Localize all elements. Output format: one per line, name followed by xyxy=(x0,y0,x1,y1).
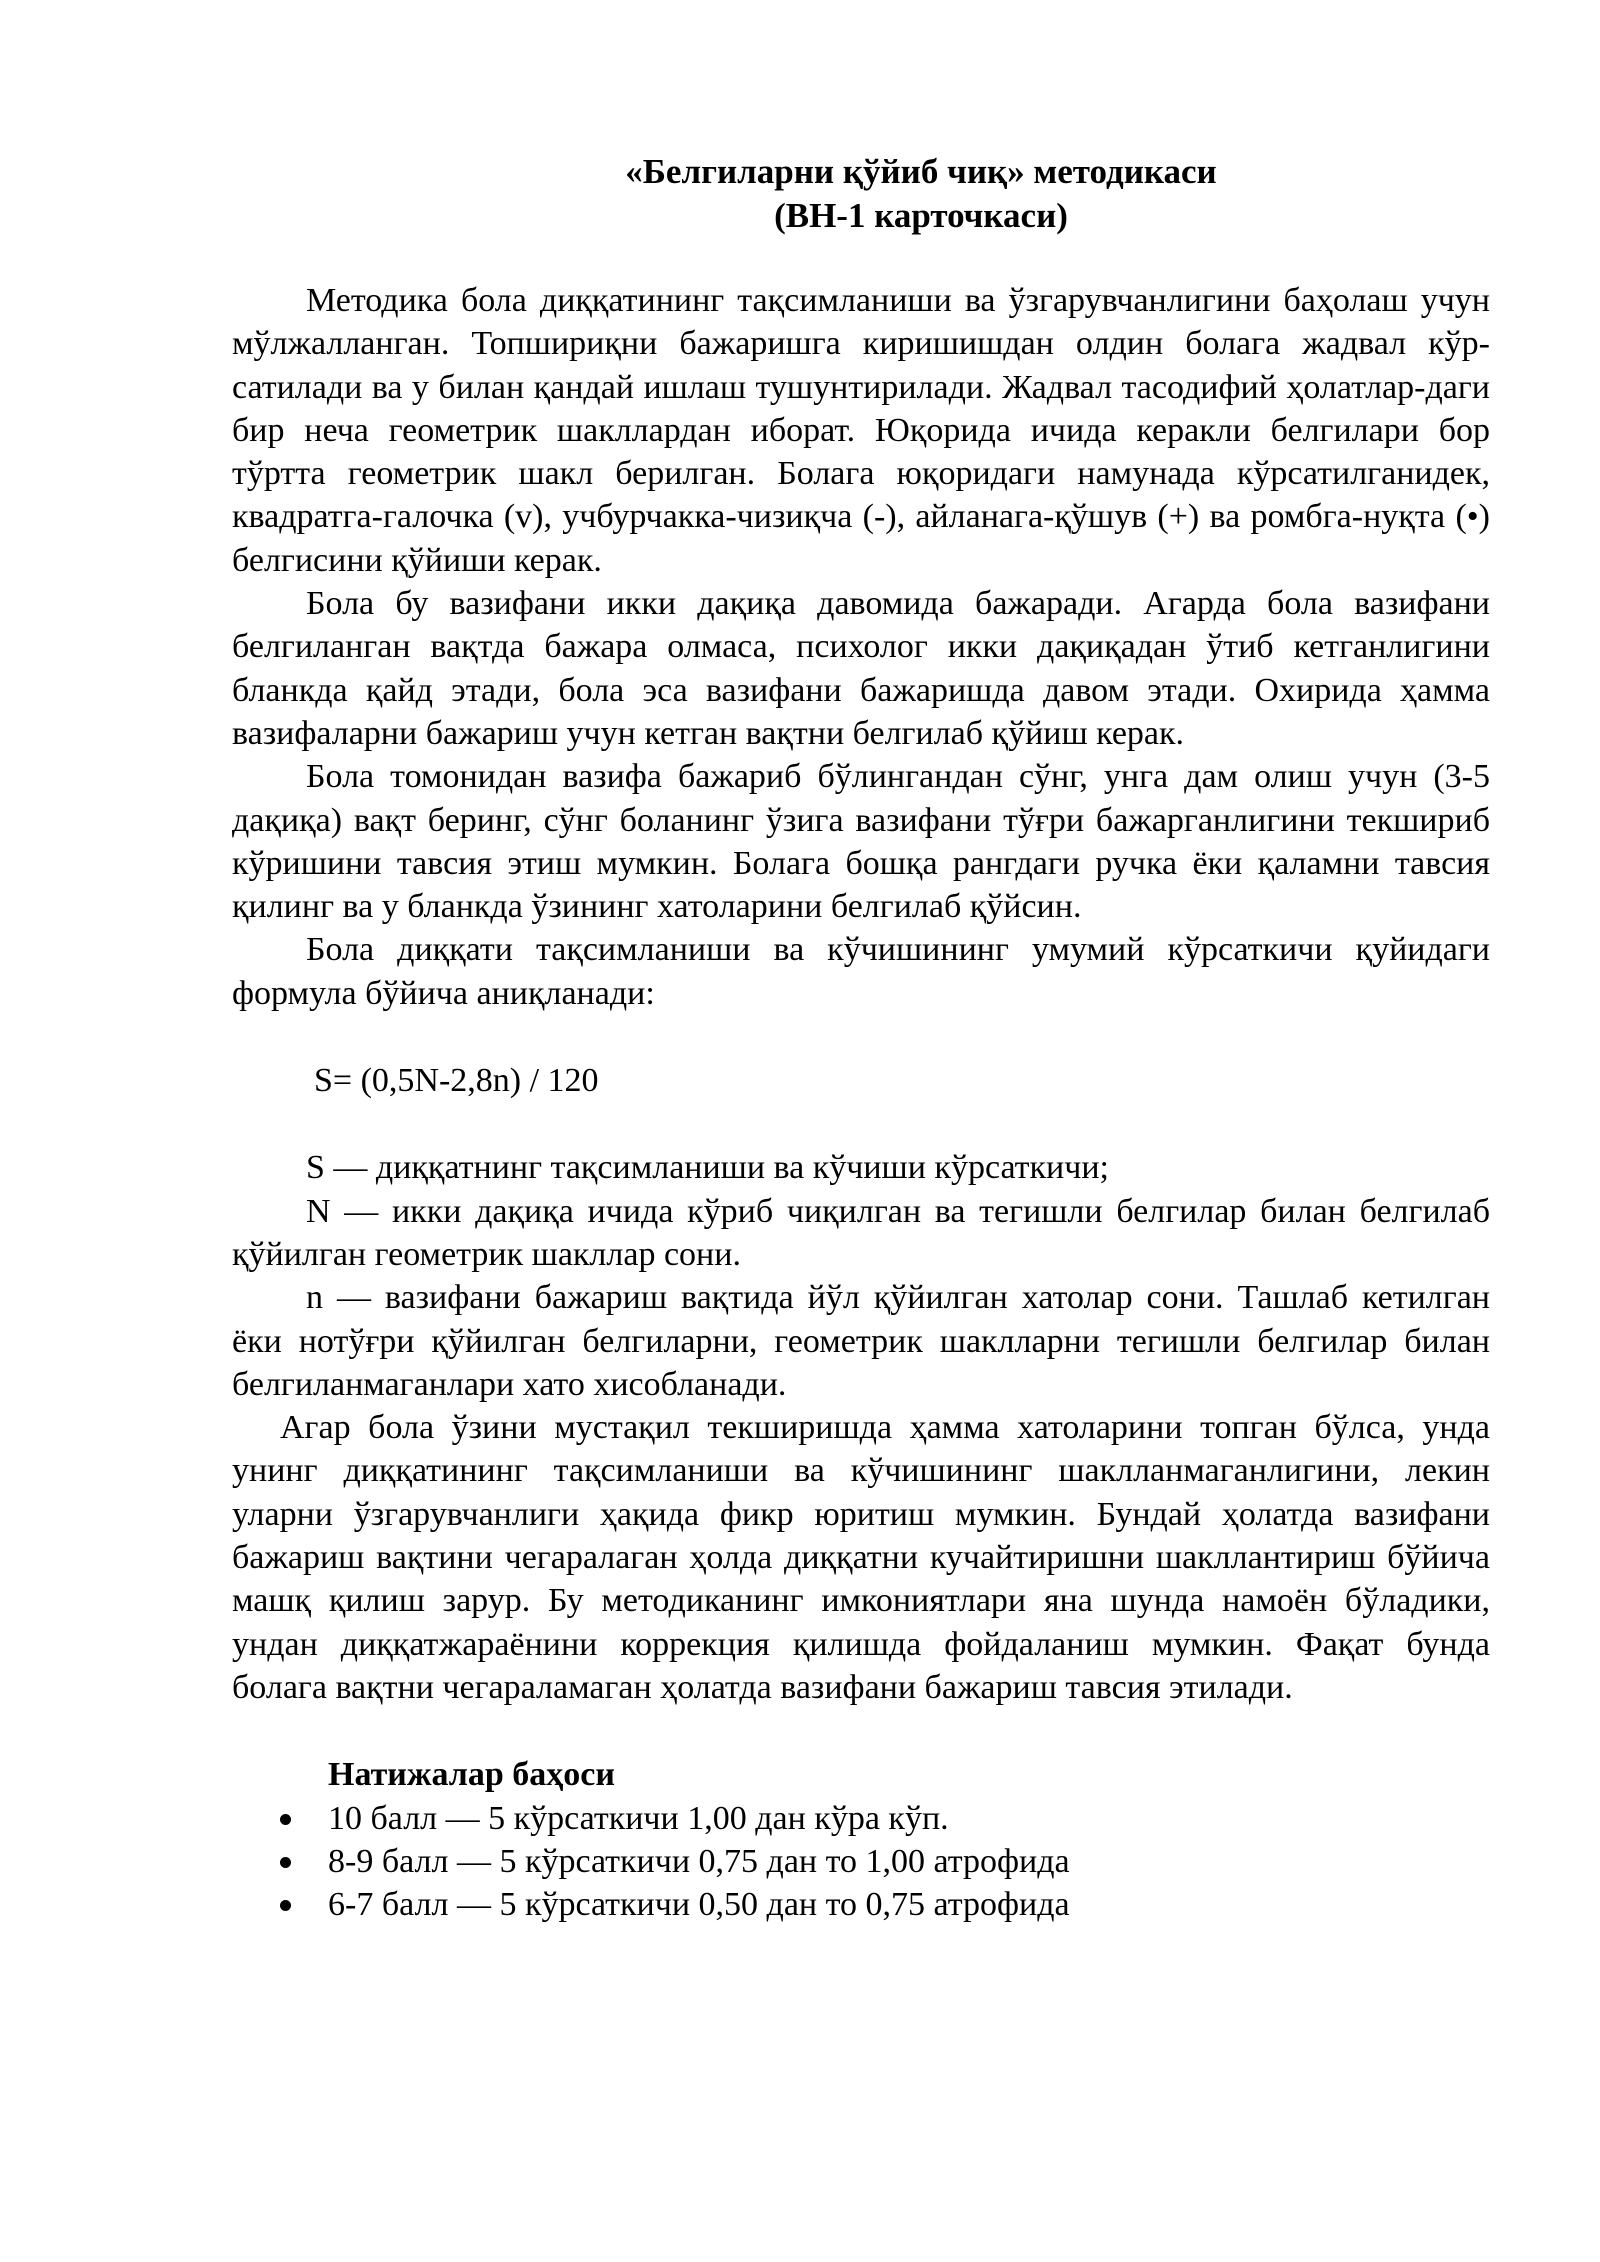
spacer xyxy=(232,238,1490,279)
results-list xyxy=(232,1797,1490,1927)
paragraph-intro: Методика бола диққатининг тақсимланиши ва ўзгарувчанлигини баҳолаш учун мўлжалланган. Топшириқни бажаришга киришишдан олдин болага жадвал кўр-сатилади ва у билан қандай ишлаш тушунтирилади. Жадвал тасодифий ҳолатлар-даги бир неча геометрик шакллардан иборат. Юқорида ичида керакли белгилари бор тўртта геометрик шакл берилган. Болага юқоридаги намунада кўрсатилганидек, квадратга-галочка (v), учбурчакка-чизиқча (-), айланага-қўшув (+) ва ромбга-нуқта (•) белгисини қўйиши керак. xyxy=(232,282,1490,579)
spacer xyxy=(232,1709,1490,1753)
result-text: 8-9 балл — 5 кўрсаткичи 0,75 дан то 1,00 атрофида xyxy=(328,1842,1070,1880)
list-item xyxy=(232,1840,1490,1883)
results-heading: Натижалар баҳоси xyxy=(328,1756,615,1794)
document-title: «Белгиларни қўйиб чиқ» методикаси xyxy=(625,152,1217,191)
result-text: 6-7 балл — 5 кўрсаткичи 0,50 дан то 0,75 атрофида xyxy=(328,1886,1070,1924)
list-item xyxy=(232,1883,1490,1926)
spacer xyxy=(232,1102,1490,1146)
spacer xyxy=(232,1015,1490,1059)
list-item xyxy=(232,1797,1490,1840)
paragraph-formula-intro: Бола диққати тақсимланиши ва кўчишининг умумий кўрсаткичи қуйидаги формула бўйича аниқланади: xyxy=(232,931,1490,1012)
paragraph-duration: Бола бу вазифани икки дақиқа давомида бажаради. Агарда бола вазифани белгиланган вақтда бажара олмаса, психолог икки дақиқадан ўтиб кетганлигини бланкда қайд этади, бола эса вазифани бажаришда давом этади. Охирида ҳамма вазифаларни бажариш учун кетган вақтни белгилаб қўйиш керак. xyxy=(232,585,1490,752)
result-text: 10 балл — 5 кўрсаткичи 1,00 дан кўра кўп. xyxy=(328,1799,949,1837)
paragraph-closing: Агар бола ўзини мустақил текширишда ҳамма хатоларини топган бўлса, унда унинг диққатининг тақсимланиши ва кўчишининг шаклланмаганлигини, лекин уларни ўзгарувчанлиги ҳақида фикр юритиш мумкин. Бундай ҳолатда вазифани бажариш вақтини чегаралаган ҳолда диққатни кучайтиришни шакллантириш бўйича машқ қилиш зарур. Бу методиканинг имкониятлари яна шунда намоён бўладики, ундан диққатжараёнини коррекция қилишда фойдаланиш мумкин. Фақат бунда болага вақтни чегараламаган ҳолатда вазифани бажариш тавсия этилади. xyxy=(232,1409,1490,1706)
paragraph-rest: Бола томонидан вазифа бажариб бўлингандан сўнг, унга дам олиш учун (3-5 дақиқа) вақт беринг, сўнг боланинг ўзига вазифани тўғри бажарганлигини текшириб кўришини тавсия этиш мумкин. Болага бошқа рангдаги ручка ёки қаламни тавсия қилинг ва у бланкда ўзининг хатоларини белгилаб қўйсин. xyxy=(232,758,1490,926)
formula: S= (0,5N-2,8n) / 120 xyxy=(314,1062,599,1100)
document-subtitle: (ВН-1 карточкаси) xyxy=(774,196,1068,235)
bullet-icon xyxy=(280,1814,291,1825)
definition-s: S — диққатнинг тақсимланиши ва кўчиши кўрсаткичи; xyxy=(306,1149,1109,1187)
document-page xyxy=(232,150,1490,1926)
definition-n-upper: N — икки дақиқа ичида кўриб чиқилган ва тегишли белгилар билан белгилаб қўйилган геометрик шакллар сони. xyxy=(232,1192,1490,1273)
bullet-icon xyxy=(280,1900,291,1911)
bullet-icon xyxy=(280,1857,291,1868)
definition-n-lower: n — вазифани бажариш вақтида йўл қўйилган хатолар сони. Ташлаб кетилган ёки нотўғри қўйилган белгиларни, геометрик шаклларни тегишли белгилар билан белгиланмаганлари хато хисобланади. xyxy=(232,1279,1490,1403)
